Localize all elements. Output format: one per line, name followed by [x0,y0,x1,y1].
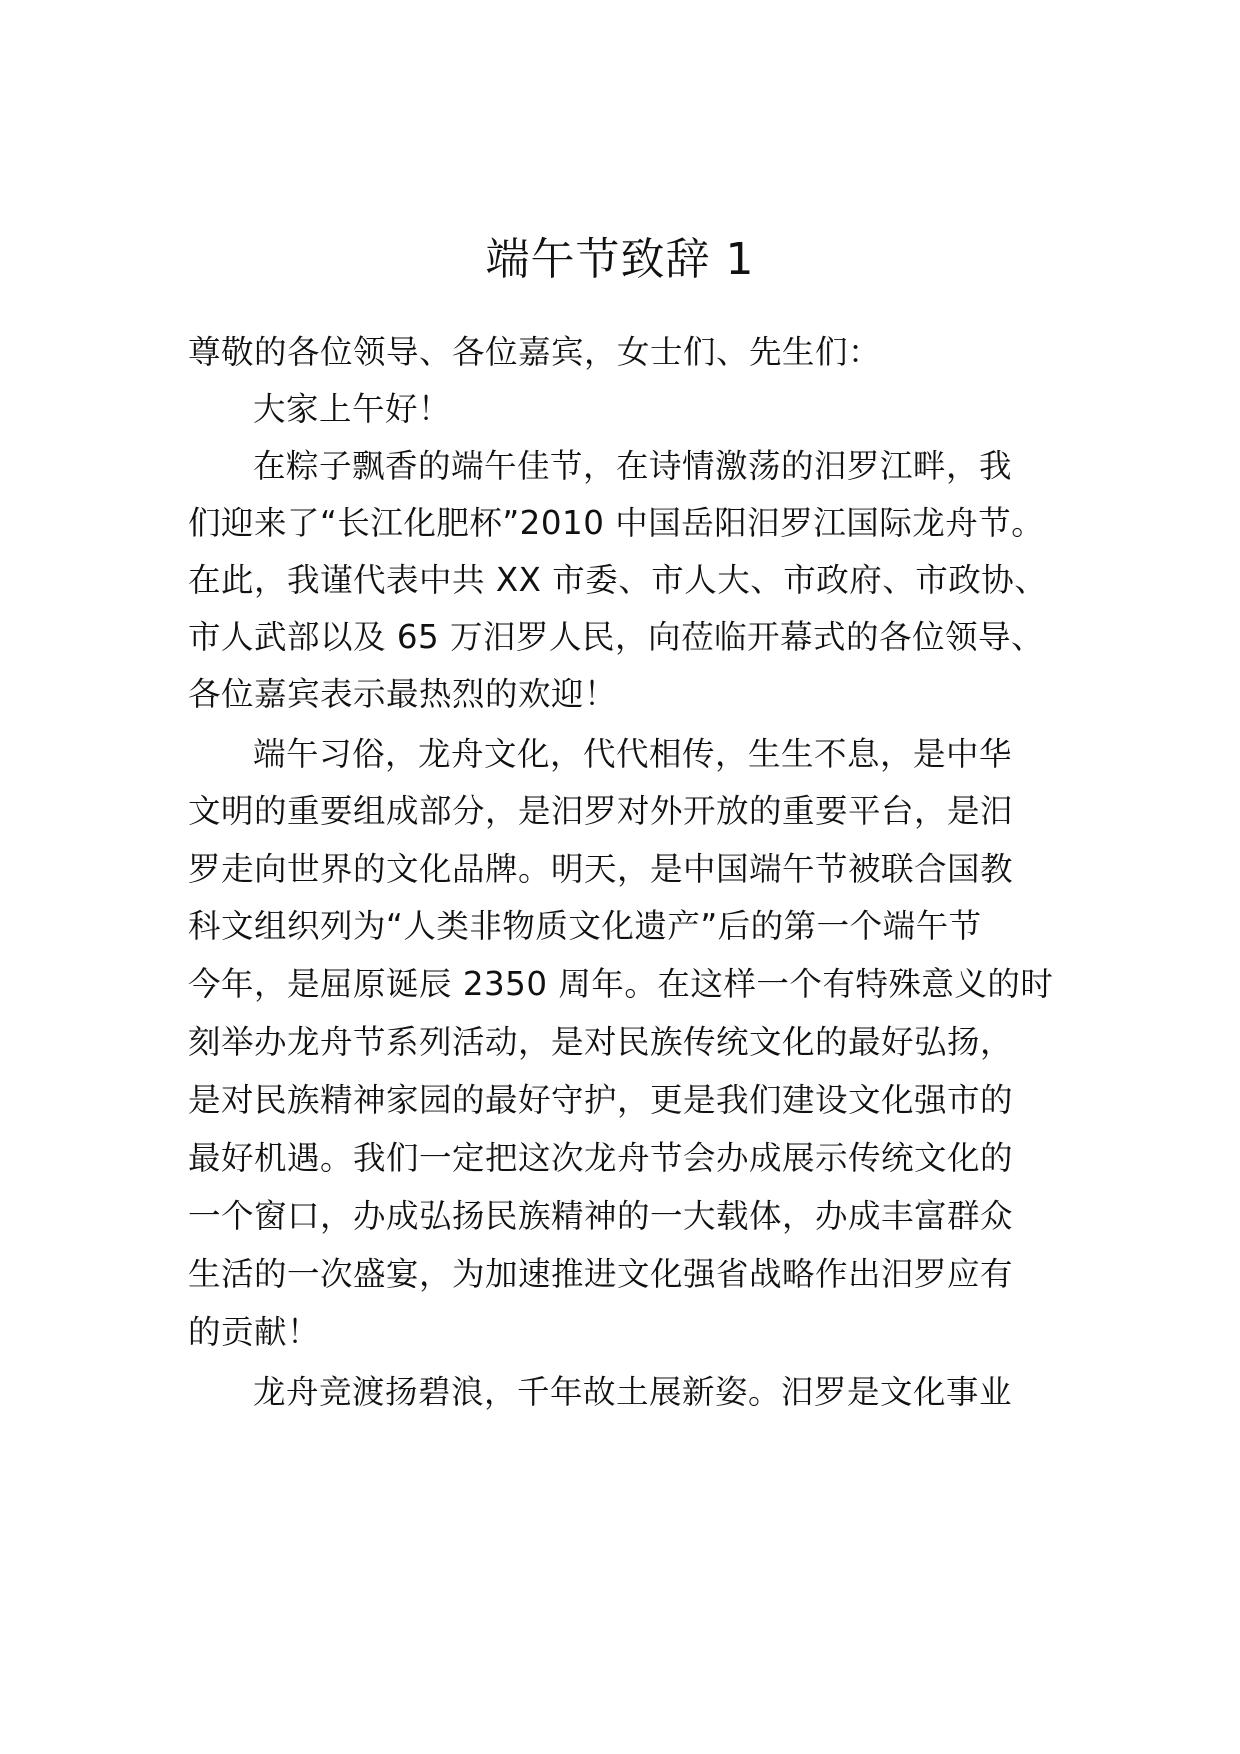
paragraph-2-line: 生活的一次盛宴，为加速推进文化强省战略作出汨罗应有 [188,1255,1014,1293]
paragraph-3-line: 龙舟竞渡扬碧浪，千年故土展新姿。汨罗是文化事业 [253,1373,1013,1411]
paragraph-2-line: 的贡献！ [188,1313,321,1351]
paragraph-2-line: 科文组织列为“人类非物质文化遗产”后的第一个端午节 [188,907,982,945]
paragraph-2-line: 今年，是屈原诞辰 2350 周年。在这样一个有特殊意义的时 [188,965,1054,1003]
paragraph-2-line: 一个窗口，办成弘扬民族精神的一大载体，办成丰富群众 [188,1197,1014,1235]
paragraph-1-line: 们迎来了“长江化肥杯”2010 中国岳阳汨罗江国际龙舟节。 [188,504,1045,542]
document-title: 端午节致辞 1 [485,234,755,285]
paragraph-1-line: 在此，我谨代表中共 XX 市委、市人大、市政府、市政协、 [188,561,1048,599]
paragraph-1-line: 各位嘉宾表示最热烈的欢迎！ [188,675,618,713]
paragraph-1-line: 市人武部以及 65 万汨罗人民，向莅临开幕式的各位领导、 [188,618,1045,656]
paragraph-2-line: 端午习俗，龙舟文化，代代相传，生生不息，是中华 [253,735,1013,773]
paragraph-1-line: 在粽子飘香的端午佳节，在诗情激荡的汨罗江畔，我 [253,447,1013,485]
paragraph-2-line: 文明的重要组成部分，是汨罗对外开放的重要平台，是汨 [188,792,1014,830]
paragraph-2-line: 是对民族精神家园的最好守护，更是我们建设文化强市的 [188,1081,1014,1119]
salutation-line: 尊敬的各位领导、各位嘉宾，女士们、先生们： [188,333,882,371]
paragraph-2-line: 罗走向世界的文化品牌。明天，是中国端午节被联合国教 [188,850,1014,888]
greeting-line: 大家上午好！ [253,390,452,428]
paragraph-2-line: 最好机遇。我们一定把这次龙舟节会办成展示传统文化的 [188,1139,1014,1177]
paragraph-2-line: 刻举办龙舟节系列活动，是对民族传统文化的最好弘扬， [188,1023,1014,1061]
